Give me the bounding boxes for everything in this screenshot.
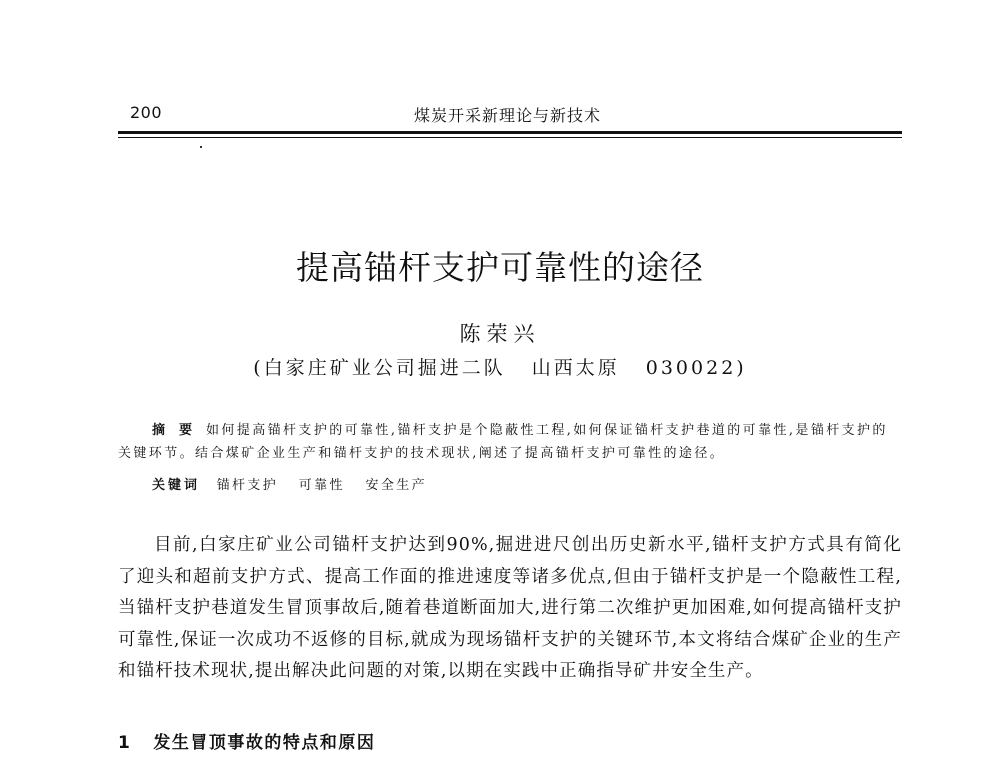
keyword-item: 锚杆支护 <box>216 478 279 493</box>
abstract-text: 如何提高锚杆支护的可靠性,锚杆支护是个隐蔽性工程,如何保证锚杆支护巷道的可靠性,是锚杆支护的关键环节。结合煤矿企业生产和锚杆支护的技术现状,阐述了提高锚杆支护可靠性的途径。 <box>118 423 888 461</box>
keywords <box>152 474 441 493</box>
section-number: 1 <box>118 733 132 753</box>
affiliation-open-paren: ( <box>253 357 264 379</box>
page-number: 200 <box>130 103 163 122</box>
keyword-item: 可靠性 <box>298 478 345 493</box>
header-rule-thin <box>118 137 902 138</box>
keywords-label: 关键词 <box>152 478 201 493</box>
affiliation-close-paren: ) <box>736 357 747 379</box>
section-title: 发生冒顶事故的特点和原因 <box>153 733 376 753</box>
header-rule-thick <box>118 131 902 134</box>
section-heading <box>118 728 375 753</box>
journal-title: 煤炭开采新理论与新技术 <box>414 106 602 125</box>
body-paragraph: 目前,白家庄矿业公司锚杆支护达到90%,掘进进尺创出历史新水平,锚杆支护方式具有简化了迎头和超前支护方式、提高工作面的推进速度等诸多优点,但由于锚杆支护是一个隐蔽性工程,当锚杆支护巷道发生冒顶事故后,随着巷道断面加大,进行第二次维护更加困难,如何提高锚杆支护可靠性,保证一次成功不返修的目标,就成为现场锚杆支护的关键环节,本文将结合煤矿企业的生产和锚杆技术现状,提出解决此问题的对策,以期在实践中正确指导矿井安全生产。 <box>118 535 902 681</box>
running-head <box>118 103 902 127</box>
print-speck <box>200 146 202 148</box>
abstract <box>118 419 902 465</box>
affiliation-postcode: 030022 <box>645 357 737 379</box>
author-name: 陈荣兴 <box>459 322 541 346</box>
affiliation-location: 山西太原 <box>531 357 620 379</box>
abstract-label: 摘要 <box>152 423 207 438</box>
article-title: 提高锚杆支护可靠性的途径 <box>296 248 704 287</box>
affiliation-organization: 白家庄矿业公司掘进二队 <box>263 357 506 379</box>
keyword-item: 安全生产 <box>365 478 428 493</box>
author-affiliation <box>0 353 1000 380</box>
